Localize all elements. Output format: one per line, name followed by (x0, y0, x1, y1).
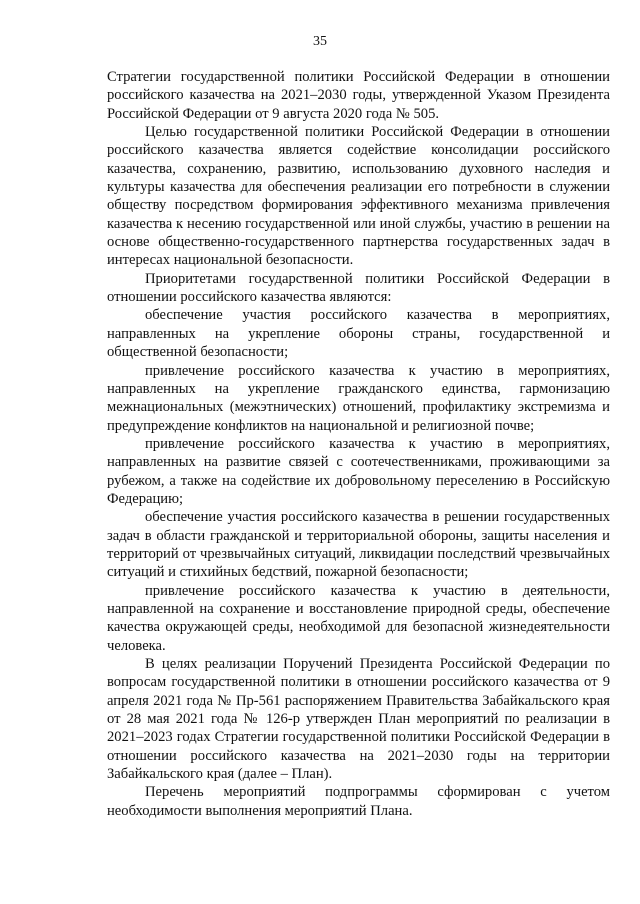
document-body (107, 68, 610, 820)
paragraph-priorities-intro: Приоритетами государственной политики Российской Федерации в отношении российского казачества являются: (107, 270, 610, 306)
paragraph-priority-civil-unity: привлечение российского казачества к участию в мероприятиях, направленных на укрепление гражданского единства, гармонизацию межнациональных (межэтнических) отношений, профилактику экстремизма и предупреждение конфликтов на национальной и религиозной почве; (107, 362, 610, 434)
paragraph-priority-defense: обеспечение участия российского казачества в мероприятиях, направленных на укрепление обороны страны, государственной и общественной безопасности; (107, 307, 610, 361)
paragraph-priority-compatriots: привлечение российского казачества к участию в мероприятиях, направленных на развитие связей с соотечественниками, проживающими за рубежом, а также на содействие их добровольному переселению в Российскую Федерацию; (107, 435, 610, 507)
paragraph-action-plan: В целях реализации Поручений Президента Российской Федерации по вопросам государственной политики в отношении российского казачества от 9 апреля 2021 года № Пр-561 распоряжением Правительства Забайкальского края от 28 мая 2021 года № 126-р утвержден План мероприятий по реализации в 2021–2023 годах Стратегии государственной политики Российской Федерации в отношении российского казачества на 2021–2030 годы на территории Забайкальского края (далее – План). (107, 656, 610, 783)
paragraph-strategy-continuation: Стратегии государственной политики Российской Федерации в отношении российского казачества на 2021–2030 годы, утвержденной Указом Президента Российской Федерации от 9 августа 2020 года № 505. (107, 69, 610, 122)
paragraph-priority-environment: привлечение российского казачества к участию в деятельности, направленной на сохранение и восстановление природной среды, обеспечение качества окружающей среды, необходимой для безопасной жизнедеятельности человека. (107, 582, 610, 654)
page-number: 35 (313, 34, 327, 49)
paragraph-subprogram-list: Перечень мероприятий подпрограммы сформирован с учетом необходимости выполнения мероприятий Плана. (107, 784, 610, 819)
paragraph-policy-goal: Целью государственной политики Российской Федерации в отношении российского казачества является содействие консолидации российского казачества, сохранению, развитию, использованию духовного наследия и культуры казачества для обеспечения реализации его потребности в служении обществу посредством формирования эффективного механизма привлечения казачества к несению государственной или иной службы, участию в решении на основе общественно-государственного партнерства государственных задач в интересах национальной безопасности. (107, 124, 610, 269)
paragraph-priority-civil-defense: обеспечение участия российского казачества в решении государственных задач в области гражданской и территориальной обороны, защиты населения и территорий от чрезвычайных ситуаций, ликвидации последствий чрезвычайных ситуаций и стихийных бедствий, пожарной безопасности; (107, 509, 610, 581)
